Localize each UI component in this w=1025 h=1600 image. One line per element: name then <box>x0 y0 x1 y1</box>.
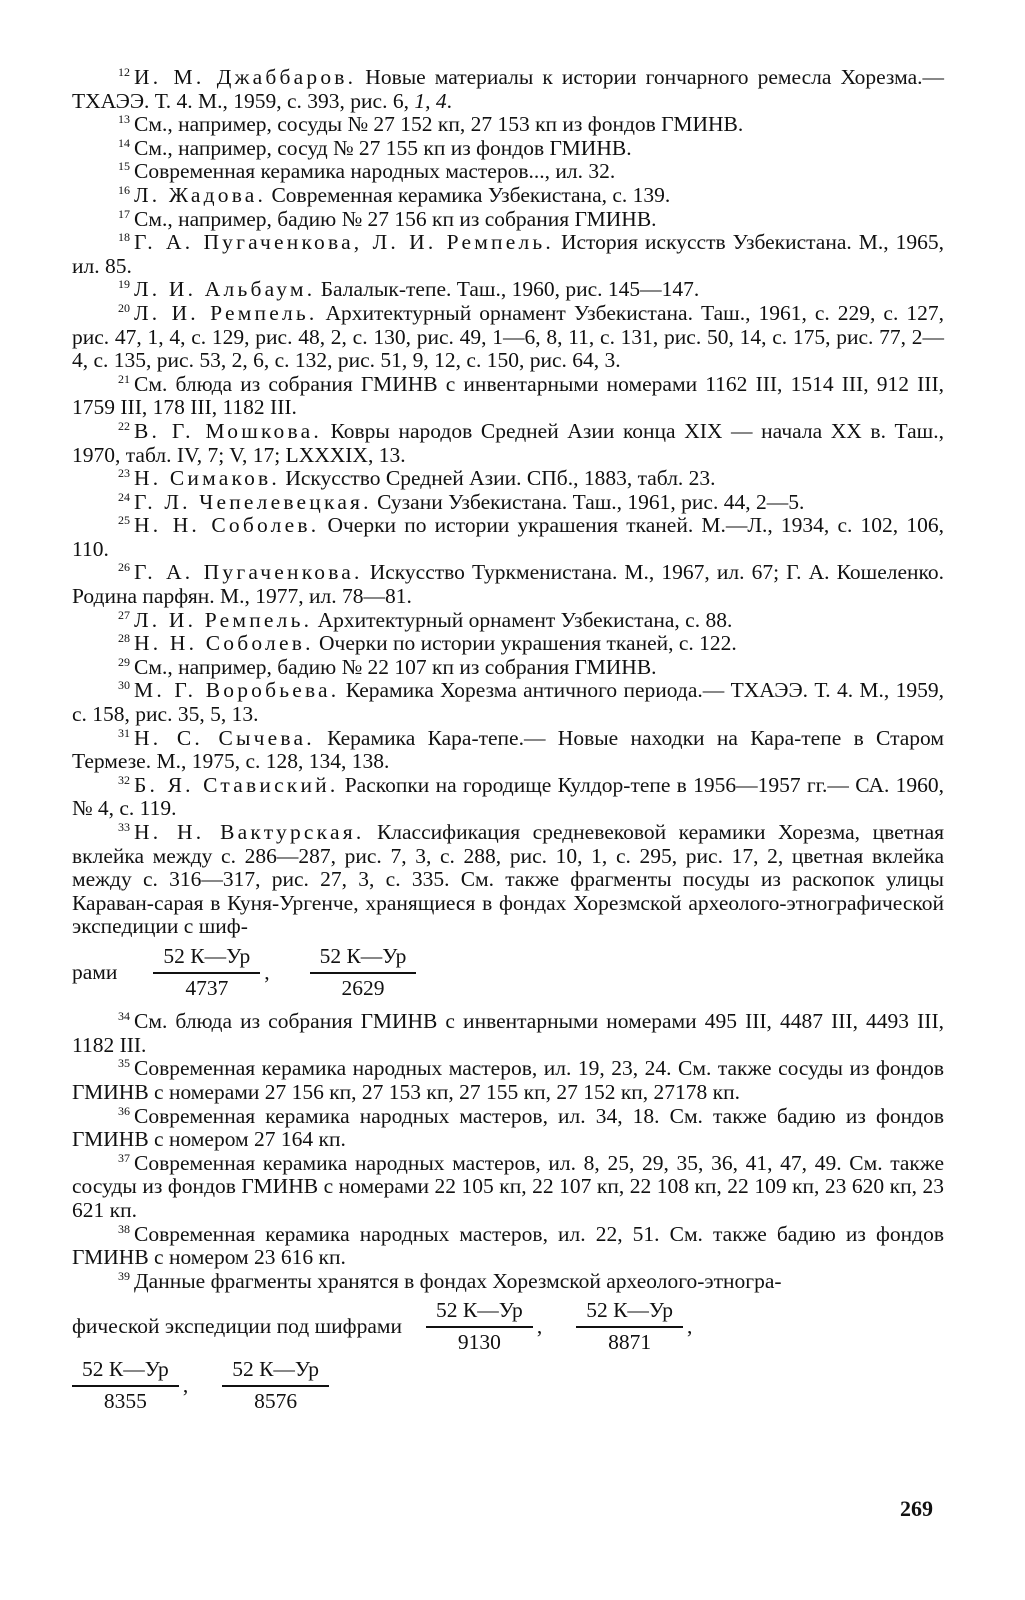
footnote-26 <box>72 561 944 608</box>
footnote-author: Л. И. Ремпель. <box>134 607 313 632</box>
footnote-22 <box>72 420 944 467</box>
footnote-text: См. блюда из собрания ГМИНВ с инвентарными номерами 1162 III, 1514 III, 912 III, 1759 III, 178 III, 1182 III. <box>72 371 944 420</box>
footnote-body <box>72 137 944 161</box>
footnote-number: 23 <box>118 466 130 481</box>
footnote-text: Данные фрагменты хранятся в фондах Хорезмской археолого-этногра- <box>134 1268 782 1293</box>
footnote-text: Ковры народов Средней Азии конца XIX — начала XX в. Таш., 1970, табл. IV, 7; V, 17; LXXXIX, 13. <box>72 418 944 467</box>
footnote-author: Н. Н. Соболев. <box>134 513 320 538</box>
cipher-39-row-2 <box>72 1358 944 1413</box>
footnote-body <box>72 302 944 373</box>
footnote-text: Новые материалы к истории гончарного ремесла Хорезма.— ТХАЭЭ. Т. 4. М., 1959, с. 393, рис. 6, <box>72 65 944 113</box>
footnote-list-b <box>72 1010 944 1293</box>
footnote-12 <box>72 66 944 113</box>
footnote-number: 32 <box>118 772 130 787</box>
footnote-25 <box>72 514 944 561</box>
footnote-text: Архитектурный орнамент Узбекистана, с. 88. <box>312 607 733 632</box>
footnote-author: М. Г. Воробьева. <box>134 678 340 703</box>
footnote-38 <box>72 1223 944 1270</box>
footnote-body <box>72 609 944 633</box>
fraction-top: 52 К—Ур <box>72 1358 179 1387</box>
footnote-text: Искусство Туркменистана. М., 1967, ил. 67; Г. А. Кошеленко. Родина парфян. М., 1977, ил. 78—81. <box>72 560 944 609</box>
footnote-body <box>72 727 944 774</box>
footnote-body <box>72 467 944 491</box>
footnote-list-a <box>72 66 944 939</box>
footnote-body <box>72 821 944 939</box>
footnote-body <box>72 491 944 515</box>
cipher-33-row <box>72 945 944 1000</box>
cipher-fraction <box>222 1358 329 1413</box>
fraction-bottom: 8871 <box>608 1329 652 1354</box>
footnote-text: Классификация средневековой керамики Хорезма, цветная вклейка между с. 286—287, рис. 7, 3, с. 288, рис. 10, 1, с. 295, рис. 17, 2, цветная вклейка между с. 316—317, рис. 27, 3, с. 335. См. также фрагменты посуды из раскопок улицы Караван-сарая в Куня-Ургенче, хранящиеся в фондах Хорезмской археолого-этнографической экспедиции с шиф- <box>72 820 944 939</box>
footnote-text: Современная керамика Узбекистана, с. 139. <box>266 182 671 207</box>
footnote-body <box>72 1010 944 1057</box>
footnote-number: 26 <box>118 560 130 575</box>
footnote-36 <box>72 1105 944 1152</box>
footnote-text: Современная керамика народных мастеров, ил. 22, 51. См. также бадию из фондов ГМИНВ с номером 23 616 кп. <box>72 1221 944 1270</box>
footnote-text: История искусств Узбекистана. М., 1965, ил. 85. <box>72 230 944 278</box>
footnote-body <box>72 208 944 232</box>
footnote-34 <box>72 1010 944 1057</box>
footnote-author: Г. А. Пугаченкова, Л. И. Ремпель. <box>134 230 554 255</box>
footnote-number: 17 <box>118 206 130 221</box>
footnote-text: См., например, сосуды № 27 152 кп, 27 153 кп из фондов ГМИНВ. <box>134 112 744 137</box>
footnote-28 <box>72 632 944 656</box>
footnote-author: Н. Симаков. <box>134 466 280 491</box>
cipher-39-label: фической экспедиции под шифрами <box>72 1314 402 1339</box>
footnote-body <box>72 113 944 137</box>
footnote-number: 20 <box>118 300 130 315</box>
footnote-number: 12 <box>118 65 130 79</box>
footnote-body <box>72 632 944 656</box>
footnote-body <box>72 1223 944 1270</box>
footnote-number: 14 <box>118 135 130 150</box>
footnote-author: Н. С. Сычева. <box>134 725 315 750</box>
footnote-20 <box>72 302 944 373</box>
footnote-number: 16 <box>118 182 130 197</box>
footnote-number: 35 <box>118 1056 130 1071</box>
footnote-17 <box>72 208 944 232</box>
footnote-text: Керамика Кара-тепе.— Новые находки на Кара-тепе в Старом Термезе. М., 1975, с. 128, 134, 138. <box>72 725 945 774</box>
footnote-body <box>72 184 944 208</box>
fraction-top: 52 К—Ур <box>222 1358 329 1387</box>
footnote-body <box>72 514 944 561</box>
footnote-number: 22 <box>118 418 130 433</box>
footnote-number: 33 <box>118 820 130 834</box>
cipher-39-row-1 <box>72 1299 944 1354</box>
footnote-23 <box>72 467 944 491</box>
footnote-text: Раскопки на городище Кулдор-тепе в 1956—1957 гг.— СА. 1960, № 4, с. 119. <box>72 772 944 821</box>
footnote-35 <box>72 1057 944 1104</box>
footnote-24 <box>72 491 944 515</box>
fraction-top: 52 К—Ур <box>310 945 417 974</box>
footnote-14 <box>72 137 944 161</box>
footnote-body <box>72 278 944 302</box>
footnote-body <box>72 160 944 184</box>
footnote-16 <box>72 184 944 208</box>
footnote-number: 29 <box>118 654 130 669</box>
footnote-author: Л. И. Ремпель. <box>134 300 318 325</box>
footnote-author: В. Г. Мошкова. <box>134 418 322 443</box>
footnote-19 <box>72 278 944 302</box>
fraction-top: 52 К—Ур <box>576 1299 683 1328</box>
footnote-text: Сузани Узбекистана. Таш., 1961, рис. 44, 2—5. <box>371 489 805 514</box>
footnote-author: Л. И. Альбаум. <box>134 277 316 302</box>
footnote-text: Искусство Средней Азии. СПб., 1883, табл. 23. <box>279 466 716 491</box>
footnote-text: Современная керамика народных мастеров, ил. 19, 23, 24. См. также сосуды из фондов ГМИНВ с номерами 27 156 кп, 27 153 кп, 27 155 кп, 27 152 кп, 27178 кп. <box>72 1056 944 1104</box>
footnote-body <box>72 656 944 680</box>
footnote-text: Современная керамика народных мастеров, ил. 34, 18. См. также бадию из фондов ГМИНВ с номером 27 164 кп. <box>72 1103 944 1152</box>
cipher-fraction <box>310 945 417 1000</box>
footnote-body <box>72 561 944 608</box>
footnote-body <box>72 1152 944 1223</box>
footnote-30 <box>72 679 944 726</box>
footnote-number: 27 <box>118 607 130 622</box>
footnote-text: Архитектурный орнамент Узбекистана. Таш., 1961, с. 229, с. 127, рис. 47, 1, 4, с. 129, рис. 48, 2, с. 130, рис. 49, 1—6, 8, 11, с. 131, рис. 50, 14, с. 175, рис. 77, 2—4, с. 135, рис. 53, 2, 6, с. 132, рис. 51, 9, 12, с. 150, рис. 64, 3. <box>72 300 944 373</box>
cipher-fraction <box>576 1299 683 1354</box>
cipher-fraction <box>426 1299 533 1354</box>
footnote-text: Керамика Хорезма античного периода.— ТХАЭЭ. Т. 4. М., 1959, с. 158, рис. 35, 5, 13. <box>72 678 944 727</box>
footnote-text: Современная керамика народных мастеров, ил. 8, 25, 29, 35, 36, 41, 47, 49. См. также сосуды из фондов ГМИНВ с номерами 22 105 кп, 22 107 кп, 22 108 кп, 22 109 кп, 23 620 кп, 23 621 кп. <box>72 1150 944 1222</box>
footnote-37 <box>72 1152 944 1223</box>
separator-comma: , <box>687 1314 693 1339</box>
fraction-top: 52 К—Ур <box>426 1299 533 1328</box>
footnote-15 <box>72 160 944 184</box>
footnote-text: Современная керамика народных мастеров..., ил. 32. <box>134 159 616 184</box>
footnote-text: См., например, бадию № 27 156 кп из собрания ГМИНВ. <box>134 206 657 231</box>
footnote-number: 37 <box>118 1150 130 1165</box>
footnote-33 <box>72 821 944 939</box>
fraction-bottom: 4737 <box>185 975 229 1000</box>
footnote-number: 31 <box>118 725 130 740</box>
footnote-number: 39 <box>118 1268 130 1283</box>
footnote-number: 34 <box>118 1009 130 1024</box>
footnote-body <box>72 679 944 726</box>
footnote-29 <box>72 656 944 680</box>
footnote-number: 30 <box>118 678 130 693</box>
footnote-author: Б. Я. Ставиский. <box>134 772 339 797</box>
footnote-number: 18 <box>118 230 130 245</box>
footnote-text: Балалык-тепе. Таш., 1960, рис. 145—147. <box>315 277 700 302</box>
cipher-fraction <box>153 945 260 1000</box>
footnote-21 <box>72 373 944 420</box>
footnote-author: Л. Жадова. <box>134 182 267 207</box>
footnote-number: 25 <box>118 513 130 528</box>
page-number: 269 <box>900 1496 933 1521</box>
footnote-body <box>72 1105 944 1152</box>
footnote-body <box>72 373 944 420</box>
fraction-bottom: 8355 <box>103 1389 147 1414</box>
fraction-bottom: 9130 <box>457 1329 501 1354</box>
footnote-32 <box>72 774 944 821</box>
footnote-author: Г. А. Пугаченкова. <box>134 560 363 585</box>
footnote-number: 13 <box>118 112 130 127</box>
footnotes <box>72 66 944 1414</box>
footnote-13 <box>72 113 944 137</box>
footnote-27 <box>72 609 944 633</box>
footnote-body <box>72 231 944 278</box>
footnote-text: См. блюда из собрания ГМИНВ с инвентарными номерами 495 III, 4487 III, 4493 III, 1182 III. <box>72 1009 944 1057</box>
cipher-33-label: рами <box>72 959 118 984</box>
footnote-author: И. М. Джаббаров. <box>134 65 357 89</box>
footnote-31 <box>72 727 944 774</box>
footnote-text: См., например, сосуд № 27 155 кп из фондов ГМИНВ. <box>134 135 632 160</box>
separator-comma: , <box>536 1314 543 1339</box>
footnote-text: Очерки по истории украшения тканей, с. 122. <box>313 631 737 656</box>
footnote-number: 38 <box>118 1221 130 1236</box>
footnote-author: Н. Н. Соболев. <box>134 631 314 656</box>
footnote-italic: 1, 4 <box>414 88 447 113</box>
footnote-tail: . <box>446 88 452 113</box>
footnote-body <box>72 774 944 821</box>
fraction-top: 52 К—Ур <box>153 945 260 974</box>
footnote-author: Г. Л. Чепелевецкая. <box>134 489 372 514</box>
footnote-body <box>72 1057 944 1104</box>
fraction-bottom: 2629 <box>341 975 385 1000</box>
footnote-text: Очерки по истории украшения тканей. М.—Л., 1934, с. 102, 106, 110. <box>72 513 944 561</box>
footnote-number: 21 <box>118 371 130 386</box>
footnote-body <box>72 66 944 113</box>
footnote-number: 28 <box>118 631 130 646</box>
footnote-18 <box>72 231 944 278</box>
footnote-number: 15 <box>118 159 130 174</box>
fraction-bottom: 8576 <box>254 1389 298 1414</box>
footnote-39 <box>72 1270 944 1294</box>
cipher-fraction <box>72 1358 179 1413</box>
separator-comma: , <box>264 959 270 984</box>
footnote-number: 19 <box>118 277 130 292</box>
footnote-text: См., например, бадию № 22 107 кп из собрания ГМИНВ. <box>134 654 657 679</box>
footnote-author: Н. Н. Вактурская. <box>134 820 365 844</box>
separator-comma: , <box>182 1373 189 1398</box>
footnote-number: 24 <box>118 489 130 504</box>
footnote-body <box>72 1270 944 1294</box>
footnote-body <box>72 420 944 467</box>
footnote-number: 36 <box>118 1103 130 1118</box>
